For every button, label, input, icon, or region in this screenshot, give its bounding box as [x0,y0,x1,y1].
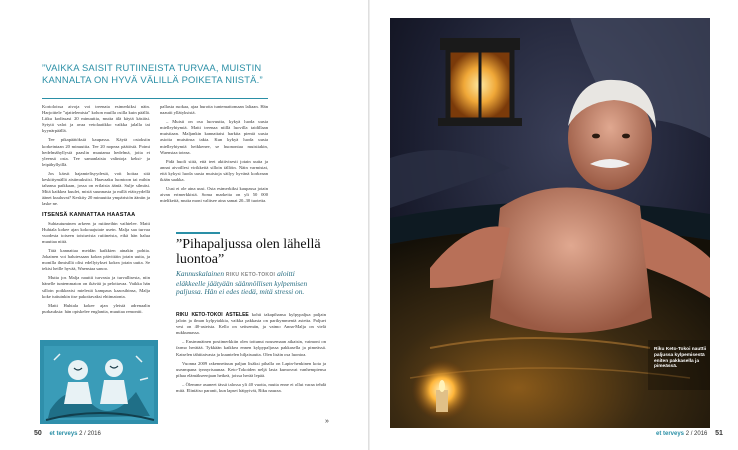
magazine-brand-right: et terveys [656,431,685,437]
paragraph: Vuonna 2009 rakennettuun paljun lisäksi pihalla on Lapin-henkinen kota ja useampana tynnyrisaunaa. Keto-Tokoiden neljä lasta kumosvat vanhempiensa pihaa elämäkseenjaan hetkeä, joissa herää lepää. [176,360,326,378]
paragraph: – Muisti on osa luovuutta, kykyä luoda uusia mielleyhtymiä. Matti treenaa niillä luovilla taidillaan muistiaan. Maljankin kannattaisi harkita pientä uusia asioita muistinsa takia. Kun kykyä luoda uusia mielleyhtymiä heikkenee, se huonontaa muistiakin, Waenstaa toteaa. [160,119,268,155]
deck-name: RIKU KETO-TOKOI [225,272,276,278]
magazine-brand: et terveys [49,431,78,437]
deck-intro: Kannuskalainen [176,269,225,278]
pull-quote: ”VAIKKA SAISIT RUTIINEISTA TURVAA, MUISTIN KANNALTA ON HYVÄ VÄLILLÄ POIKETA NIISTÄ.” [42,62,263,85]
deck-text: aloitti eläkkeelle jäätyään säännöllisen kylpemisen paljussa. Hän ei edes tiedä, mitä stressi on. [176,269,308,297]
page-number-right: 51 [715,430,723,437]
paragraph: Suhtautuminen arkeen ja rutiineihin vaihtelee. Matti Huhtala kokee ajan kokouajutate usein. Malja saa turvaa vuodesta toiseen toistuvista rutiineista, eikä hän halua muuttaa niitä. [42,220,150,244]
pull-quote-rule [42,98,268,99]
issue-label-right: 2 / 2016 [685,431,708,437]
spine-gutter [368,0,370,450]
footer-right [656,430,723,437]
paragraph: Uusi ei ole aina uusi. Osta esimerkiksi kaupassa jotain aivan erimerkkistä. Soma markeita on yli 50 000 mielikeitä, mutta moni valitsee aina samat 20–30 tuotetta. [160,186,268,204]
footer-left [34,430,101,437]
article-column-3 [176,312,326,397]
article-column-2 [160,104,268,207]
paragraph: Korioloissa aivoja voi treenata esimerkiksi näin. Harjoittele ”ajattelemista” kohon muilla osilla kuin päällä. Liiku kodissasi 20 minuuttia, mutta älä käytä käsiäsi. Sytytä valot ja avaa vetolaatikko vaikka jalalla tai kyynärpäällä. [42,104,150,134]
paragraph: Tee pikapäätöksiä kaupassa. Käytä ostoksiin korkeintaan 20 minuuttia. Tee 20 nopeaa päätöstä. Poimi hedelmähyllystä paaslin muutama hedelmä, joita et yleensä osta. Tee samanlaisia valintoja keksi- ja leipähyllyillä. [42,137,150,167]
page-number-left: 50 [34,430,42,437]
paragraph: Matti Huhtala kokee ajan yleistä adrenaalin purkauksia: hän opiskelee englantia, muuttaa remontti. [42,302,150,314]
lead-paragraph [176,312,326,336]
photo-caption: Riku Keto-Tokoi nauttii paljussa kylpemisestä eniten pakkasella ja pimeässä. [654,347,707,370]
continue-arrow: » [325,418,329,425]
paragraph: Pidä huoli siitä, että teet aktiivisesti jotain uutta ja annat aivoillesi virikkeitä silloin tällöin. Näin varmistat, että kykysi luoda uusia muistoja säilyy hyvänä korkeaan ikään saakka. [160,158,268,183]
paragraph: Mutta jos Malja nauttii turvasta ja turvallisesta, niin hänelle tuntemmaton on ikävää ja pelottavaa. Vaikka hän silloin poikkeaisi mielestä kampaus kaaosihinsa, Malja koke tuttuinkin itse pakottavaksi ehtimatonta. [42,275,150,299]
paragraph: – Ensimmäinen postimerkkiin olen tottunut nousemaan aikaisin, vaimoni on farmo herätää. Tykkään kaikkea ennen kylpypaljassa pakkasella ja pimeässä. Katselen tähtitaivasta ja kuuntelen hiljaisuutta. Olen lisäin osa luontoa. [176,339,326,357]
article-column-1 [42,104,150,318]
paragraph: pallasta ruokaa, ajaa hurotta tuntemattomaan laliaan. Hän naautii yllätyksistä. [160,104,268,116]
lead-text: kohti takapihansa kylpypaljua paljain jaloin ja ilman kylpytakkia, vaikka pakkasta on parikymmentä astetta. Paljuet vesi on 40-asteista. Kello on seitsemän, ja vaimo Anna-Malja on vielä nukkumassa. [176,312,326,336]
issue-label: 2 / 2016 [79,431,101,437]
headline-rule [176,232,220,234]
section-subhead: ITSENSÄ KANNATTAA HAASTAA [42,211,136,218]
paragraph: – Ölemme asuneet tässä talossa yli 40 vuotta, mutta enne ei ollut varaa tehdä mitä. Eliniäiso paranit, kun lapset häipyivät, Riku nauraa. [176,381,326,394]
lead-name: RIKU KETO-TOKOI ASTELEE [176,312,249,318]
article-headline: ”Pihapaljussa olen lähellä luontoa” [176,237,321,267]
paragraph: Jos kärsit hajamielisyydestä, voit hoitaa sitä keskittymällä aistimuksiisi. Haavaaku luontoon tai mihin tahansa paikkaan, jossa on erilaisia ääniä. Sulje silmäsi. Mitä kaikkea kuulet, mistä suunnasta ja millä etäisyydellä äänet kuuluvat? Keskity 20 minuuttia ympäristön ääniin ja laske ne. [42,170,150,207]
illustration-ink-drawing [40,340,158,424]
article-deck [176,270,326,297]
paragraph: Tätä kannattaa meidän kaikkien ainakin pohtia. Jokainen voi halutessaan kokea päivittäin jotain uutta, ja monilla ihmisillä olisi edellytykset kokea jotain uutta. Se tekisi heille hyvää, Waenstaa sanoo. [42,247,150,272]
